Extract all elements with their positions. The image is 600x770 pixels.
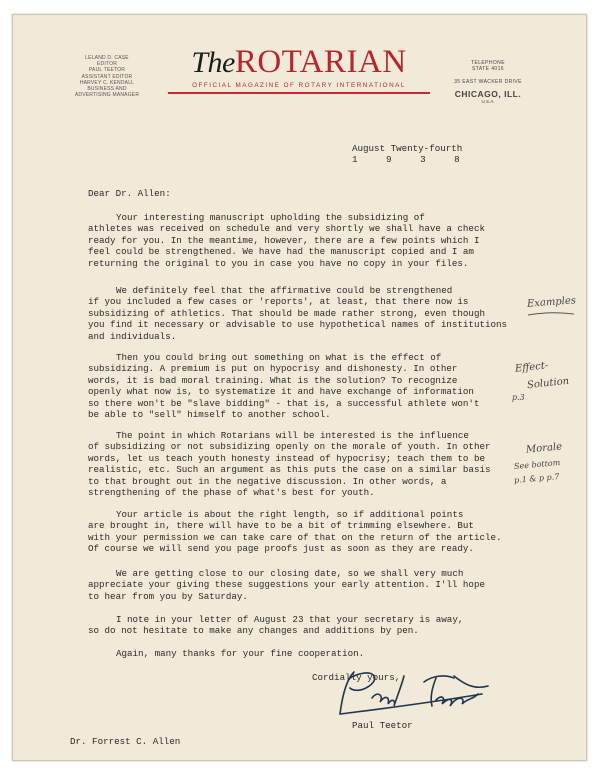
paragraph-line: Again, many thanks for your fine cooperation.	[116, 648, 365, 659]
paragraph-line: Your article is about the right length, so if additional points	[116, 509, 464, 520]
paragraph-line: The point in which Rotarians will be interested is the influence	[116, 430, 469, 441]
paragraph-5	[88, 509, 502, 555]
paragraph-8	[88, 648, 498, 659]
paragraph-line: Of course we will send you page proofs just as soon as they are ready.	[88, 543, 474, 555]
city: CHICAGO, ILL.	[454, 89, 522, 100]
paragraph-line: be able to "sell" himself to another school.	[88, 409, 331, 421]
paragraph-line: Your interesting manuscript upholding the subsidizing of	[116, 212, 425, 223]
paragraph-line: openly what now is, to systematize it and have exchange of information	[88, 386, 474, 398]
country: U.S.A.	[481, 99, 495, 105]
paragraph-line: feel could be strengthened. We have had the manuscript copied and I am	[88, 246, 474, 258]
margin-note-see-bottom: See bottom	[513, 458, 561, 471]
telephone-label: TELEPHONE	[471, 60, 505, 66]
staff-manager-name: HARVEY C. KENDALL	[79, 79, 135, 86]
paragraph-3	[88, 352, 498, 420]
title-the: The	[191, 46, 235, 79]
magazine-title	[168, 44, 430, 81]
staff-assistant-role: ASSISTANT EDITOR	[81, 73, 133, 80]
paragraph-line: subsidizing. A premium is put on hypocrisy and dishonesty. In other	[88, 363, 458, 375]
paragraph-line: strengthening of the phase of what's best for youth.	[88, 487, 375, 499]
margin-note-solution: Solution	[526, 375, 570, 392]
paragraph-line: realistic, etc. Such an argument as this puts the case on a similar basis	[88, 464, 491, 476]
date-line-2: 1 9 3 8	[352, 154, 463, 166]
street-address: 35 EAST WACKER DRIVE	[454, 78, 522, 85]
staff-assistant-name: PAUL TEETOR	[88, 67, 126, 74]
paragraph-line: ready for you. In the meantime, however, there are a few points which I	[88, 234, 480, 246]
paragraph-line: are brought in, there will have to be a bit of trimming elsewhere. But	[88, 520, 474, 532]
telephone-number: STATE 4016	[472, 66, 504, 73]
paragraph-line: so do not hesitate to make any changes and additions by pen.	[88, 625, 419, 637]
note-underline	[526, 310, 576, 318]
margin-note-pages: p.1 & p p.7	[513, 472, 560, 485]
staff-listing	[62, 55, 152, 98]
paragraph-2	[88, 285, 508, 342]
magazine-subtitle: OFFICIAL MAGAZINE OF ROTARY INTERNATIONAL	[168, 82, 430, 94]
paragraph-line: so there won't be "slave bidding" - that is, a successful athlete won't	[88, 397, 480, 409]
date-line-1: August Twenty-fourth	[352, 143, 463, 154]
paragraph-line: I note in your letter of August 23 that your secretary is away,	[116, 614, 464, 625]
paragraph-line: you find it necessary or advisable to use hypothetical names of institutions	[88, 319, 508, 331]
paragraph-line: with your permission we can take care of that on the return of the article.	[88, 531, 502, 543]
paragraph-line: words, let us teach youth honesty instead of hypocrisy; teach them to be	[88, 452, 485, 464]
paragraph-7	[88, 614, 498, 637]
paragraph-line: of subsidizing or not subsidizing openly on the morale of youth. In other	[88, 441, 491, 453]
staff-editor-role: EDITOR	[97, 61, 117, 68]
signer-name: Paul Teetor	[352, 720, 413, 731]
paragraph-line: words, it is bad moral training. What is the solution? To recognize	[88, 374, 458, 386]
margin-note-p3: p.3	[512, 393, 525, 402]
paragraph-line: to hear from you by Saturday.	[88, 590, 248, 602]
paragraph-line: subsidizing of athletics. That should be made rather strong, even though	[88, 307, 485, 319]
paragraph-4	[88, 430, 498, 498]
paragraph-line: Then you could bring out something on what is the effect of	[116, 352, 442, 363]
contact-info	[448, 60, 528, 104]
paragraph-line: and individuals.	[88, 330, 177, 342]
paragraph-line: if you included a few cases or 'reports', at least, that there now is	[88, 296, 469, 308]
staff-manager-role-2: ADVERTISING MANAGER	[74, 92, 140, 99]
margin-note-examples: Examples	[526, 295, 577, 310]
paragraph-line: We are getting close to our closing date, so we shall very much	[116, 568, 464, 579]
margin-note-effect: Effect-	[514, 360, 549, 375]
paragraph-line: athletes was received on schedule and very shortly we shall have a check	[88, 223, 485, 235]
closing: Cordially yours,	[312, 672, 401, 683]
signature-image	[332, 664, 502, 722]
masthead	[168, 44, 430, 94]
recipient-name: Dr. Forrest C. Allen	[70, 736, 181, 747]
staff-manager-role-1: BUSINESS AND	[87, 86, 127, 93]
paragraph-1	[88, 212, 498, 269]
paragraph-line: appreciate your giving these suggestions your early attention. I'll hope	[88, 579, 485, 591]
title-rotarian: ROTARIAN	[234, 44, 407, 80]
paragraph-line: returning the original to you in case you have no copy in your files.	[88, 257, 469, 269]
margin-note-morale: Morale	[525, 441, 563, 456]
paragraph-line: We definitely feel that the affirmative could be strengthened	[116, 285, 453, 296]
paragraph-line: to that brought out in the negative discussion. In other words, a	[88, 475, 447, 487]
paragraph-6	[88, 568, 498, 602]
staff-editor-name: LELAND D. CASE	[85, 55, 129, 61]
salutation: Dear Dr. Allen:	[88, 188, 171, 199]
letter-date	[352, 143, 463, 166]
